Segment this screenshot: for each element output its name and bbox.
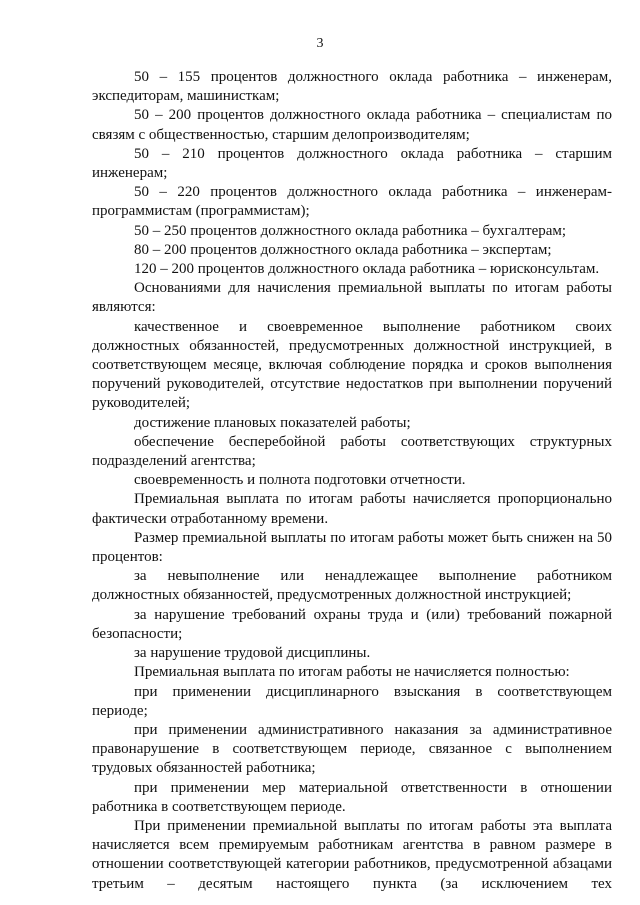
paragraph: 50 – 250 процентов должностного оклада работника – бухгалтерам; [134,222,567,239]
paragraph: достижение плановых показателей работы; [134,414,411,431]
paragraph: 50 – 210 процентов должностного оклада работника – старшим инженерам; [92,145,612,182]
paragraph: качественное и своевременное выполнение работником своих должностных обязанностей, предусмотренных должностной инструкцией, в соответствующем месяце, включая соблюдение порядка и сроков выполнения поручений руководителей, отсутствие недостатков при выполнении поручений руководителей; [92,318,612,412]
paragraph: за невыполнение или ненадлежащее выполнение работником должностных обязанностей, предусмотренных должностной инструкцией; [92,568,612,604]
paragraph: Премиальная выплата по итогам работы не начисляется полностью: [134,664,570,681]
page-number: 3 [316,36,324,51]
document-body [92,68,612,894]
paragraph: 50 – 200 процентов должностного оклада работника – специалистам по связям с общественностью, старшим делопроизводителям; [92,107,612,143]
paragraph: своевременность и полнота подготовки отчетности. [134,472,466,489]
paragraph: При применении премиальной выплаты по итогам работы эта выплата начисляется всем премируемым работникам агентства в равном размере в отношении соответствующей категории работников, предусмотренной абзацами третьим – десятым настоящего пункта (за исключением тех [92,817,612,892]
paragraph: обеспечение бесперебойной работы соответствующих структурных подразделений агентства; [92,433,612,470]
paragraph: 120 – 200 процентов должностного оклада работника – юрисконсультам. [134,261,600,278]
paragraph: за нарушение требований охраны труда и (или) требований пожарной безопасности; [92,606,612,642]
paragraph: 80 – 200 процентов должностного оклада работника – экспертам; [134,241,552,258]
paragraph: при применении административного наказания за административное правонарушение в соответствующем периоде, связанное с выполнением трудовых обязанностей работника; [92,721,612,777]
paragraph: за нарушение трудовой дисциплины. [134,645,371,662]
paragraph: Размер премиальной выплаты по итогам работы может быть снижен на 50 процентов: [92,529,612,566]
paragraph: 50 – 155 процентов должностного оклада работника – инженерам, экспедиторам, машинисткам; [92,69,612,105]
paragraph: при применении мер материальной ответственности в отношении работника в соответствующем периоде. [92,779,612,815]
paragraph: Основаниями для начисления премиальной выплаты по итогам работы являются: [92,280,612,316]
paragraph: 50 – 220 процентов должностного оклада работника – инженерам-программистам (программистам); [92,184,612,220]
paragraph: при применении дисциплинарного взыскания в соответствующем периоде; [92,683,612,719]
paragraph: Премиальная выплата по итогам работы начисляется пропорционально фактически отработанному времени. [92,491,612,527]
